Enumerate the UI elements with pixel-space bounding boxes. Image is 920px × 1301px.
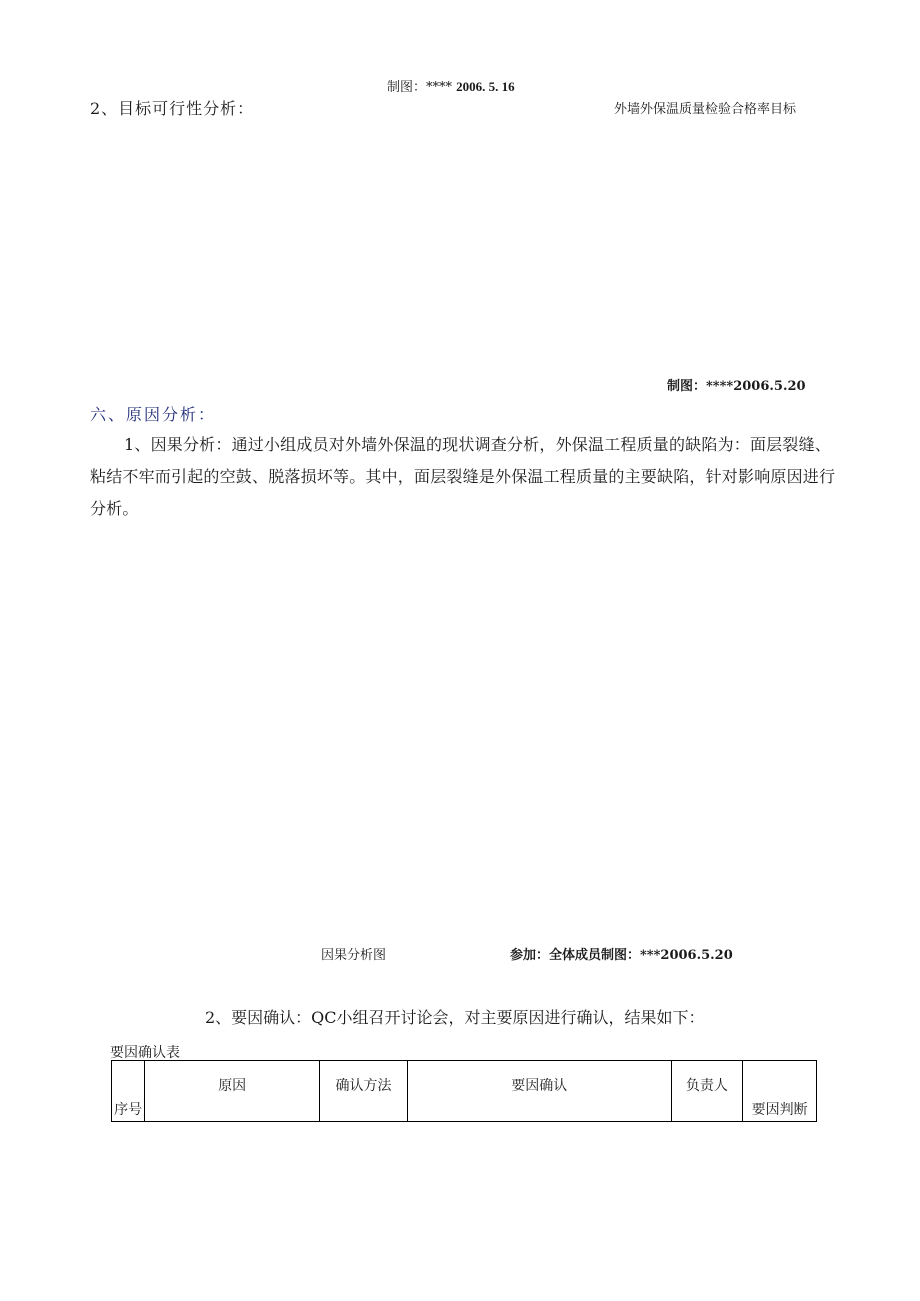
chart-credit-date: 2006. 5. 16 — [456, 79, 515, 94]
header-cause: 原因 — [145, 1061, 320, 1122]
header-method: 确认方法 — [320, 1061, 408, 1122]
key-cause-intro: 2、要因确认：QC小组召开讨论会，对主要原因进行确认，结果如下： — [205, 1008, 705, 1027]
goal-feasibility-heading: 2、目标可行性分析： — [90, 99, 255, 118]
fishbone-credit: 参加：全体成员制图：***2006.5.20 — [510, 948, 733, 963]
cause-analysis-heading: 六、原因分析： — [90, 405, 217, 424]
chart-credit-label: 制图：**** — [387, 80, 453, 95]
chart-credit-top — [387, 76, 515, 95]
header-owner: 负责人 — [671, 1061, 743, 1122]
confirm-table-title: 要因确认表 — [110, 1045, 180, 1061]
header-confirmation: 要因确认 — [407, 1061, 671, 1122]
goal-chart-title: 外墙外保温质量检验合格率目标 — [614, 102, 797, 117]
header-judgement: 要因判断 — [743, 1061, 817, 1122]
table-header-row — [112, 1061, 817, 1122]
fishbone-caption: 因果分析图 — [321, 948, 387, 963]
key-cause-table — [111, 1060, 817, 1122]
goal-chart-credit: 制图：****2006.5.20 — [667, 379, 806, 394]
header-index: 序号 — [112, 1061, 145, 1122]
cause-analysis-paragraph: 1、因果分析：通过小组成员对外墙外保温的现状调查分析，外保温工程质量的缺陷为：面层裂缝、粘结不牢而引起的空鼓、脱落损坏等。其中，面层裂缝是外保温工程质量的主要缺陷，针对影响原因进行分析。 — [90, 435, 836, 518]
